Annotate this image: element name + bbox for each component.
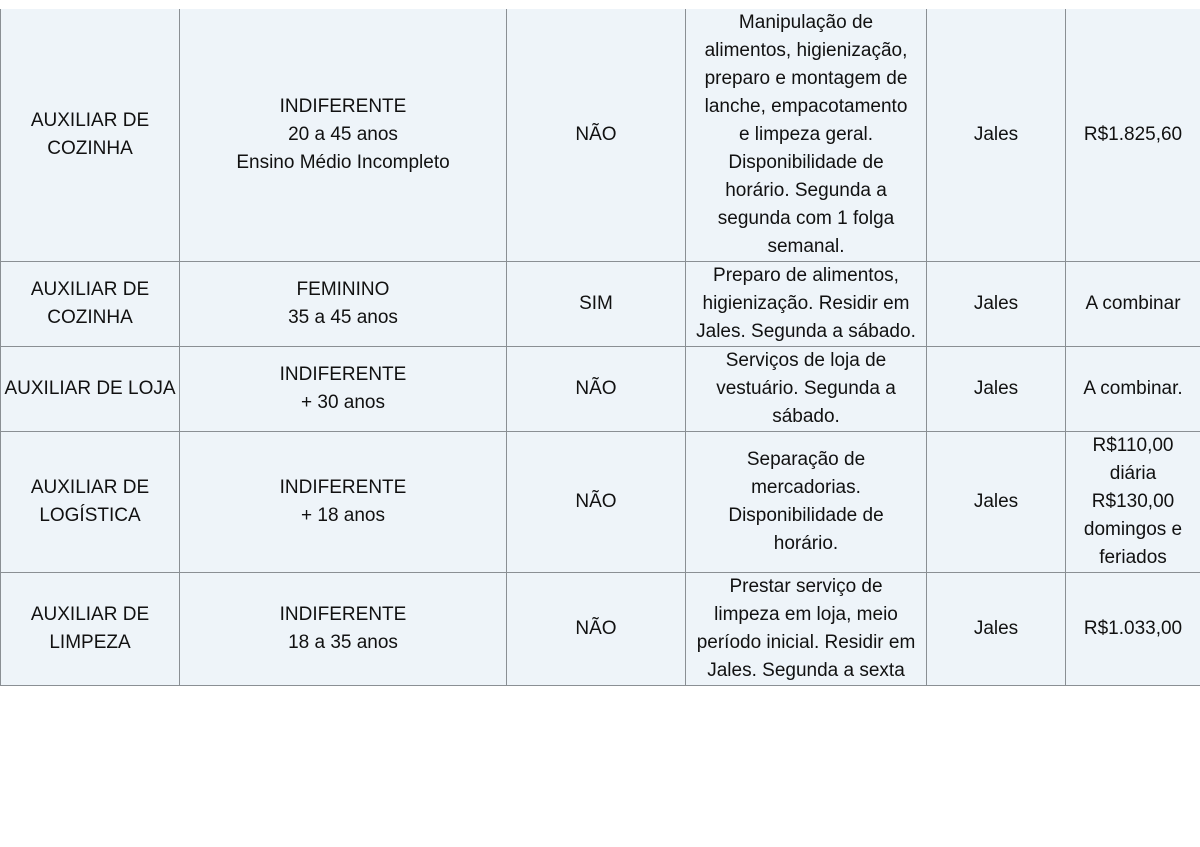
descricao-cell: Manipulação de alimentos, higienização, preparo e montagem de lanche, empacotamento e limpeza geral. Disponibilidade de horário. Segunda a segunda com 1 folga semanal. (686, 9, 927, 262)
cargo-cell: AUXILIAR DE LOGÍSTICA (1, 432, 180, 573)
descricao-cell: Serviços de loja de vestuário. Segunda a sábado. (686, 347, 927, 432)
table-row (1, 432, 1200, 573)
salario-cell: R$1.825,60 (1066, 9, 1200, 262)
cidade-cell: Jales (927, 432, 1066, 573)
table-row (1, 347, 1200, 432)
table-row (1, 9, 1200, 262)
descricao-cell: Separação de mercadorias. Disponibilidade de horário. (686, 432, 927, 573)
descricao-cell: Prestar serviço de limpeza em loja, meio período inicial. Residir em Jales. Segunda a sexta (686, 573, 927, 686)
cidade-cell: Jales (927, 573, 1066, 686)
cargo-cell: AUXILIAR DE COZINHA (1, 9, 180, 262)
cidade-cell: Jales (927, 9, 1066, 262)
cargo-cell: AUXILIAR DE COZINHA (1, 262, 180, 347)
perfil-cell: FEMININO 35 a 45 anos (180, 262, 507, 347)
salario-cell: R$1.033,00 (1066, 573, 1200, 686)
perfil-cell: INDIFERENTE 18 a 35 anos (180, 573, 507, 686)
experiencia-cell: NÃO (507, 9, 686, 262)
table-row (1, 262, 1200, 347)
experiencia-cell: NÃO (507, 432, 686, 573)
cidade-cell: Jales (927, 347, 1066, 432)
perfil-cell: INDIFERENTE 20 a 45 anos Ensino Médio Incompleto (180, 9, 507, 262)
experiencia-cell: SIM (507, 262, 686, 347)
perfil-cell: INDIFERENTE + 30 anos (180, 347, 507, 432)
table-row (1, 573, 1200, 686)
salario-cell: R$110,00 diária R$130,00 domingos e feriados (1066, 432, 1200, 573)
cargo-cell: AUXILIAR DE LOJA (1, 347, 180, 432)
experiencia-cell: NÃO (507, 347, 686, 432)
job-listings-table (0, 9, 1200, 686)
perfil-cell: INDIFERENTE + 18 anos (180, 432, 507, 573)
salario-cell: A combinar (1066, 262, 1200, 347)
experiencia-cell: NÃO (507, 573, 686, 686)
cidade-cell: Jales (927, 262, 1066, 347)
cargo-cell: AUXILIAR DE LIMPEZA (1, 573, 180, 686)
salario-cell: A combinar. (1066, 347, 1200, 432)
document-page (0, 9, 1200, 686)
descricao-cell: Preparo de alimentos, higienização. Residir em Jales. Segunda a sábado. (686, 262, 927, 347)
